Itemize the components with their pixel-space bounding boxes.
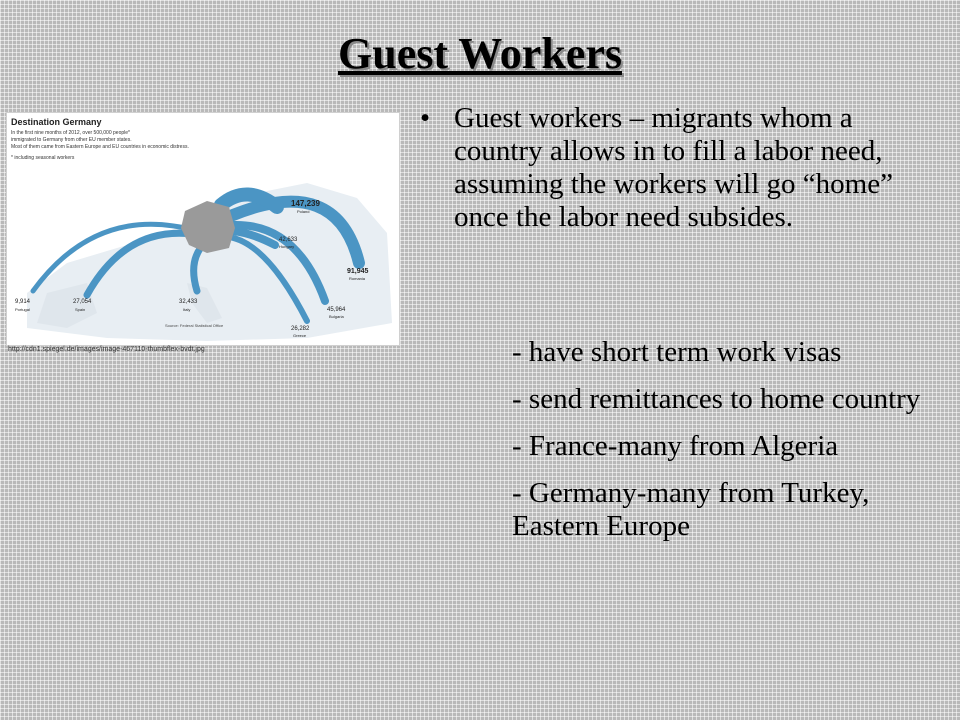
image-source-caption: http://cdn1.spiegel.de/images/image-467110-thumbflex-bvdt.jpg: [8, 346, 205, 353]
map-line: In the first nine months of 2012, over 500,000 people*: [11, 130, 130, 136]
bullet-dot-icon: •: [420, 102, 431, 134]
map-title: Destination Germany: [11, 117, 102, 127]
flow-country-spain: Spain: [75, 307, 86, 312]
sub-point: - have short term work visas: [512, 336, 842, 368]
bullet-text: Guest workers – migrants whom a country allows in to fill a labor need, assuming the workers will go “home” once the labor need subsides.: [454, 102, 893, 233]
flow-value-greece: 26,282: [291, 326, 310, 332]
flow-country-bulgaria: Bulgaria: [329, 314, 344, 319]
flow-value-poland: 147,239: [291, 199, 320, 208]
flow-country-poland: Poland: [297, 209, 310, 214]
sub-point: - Germany-many from Turkey, Eastern Europe: [512, 477, 870, 542]
flow-country-hungary: Hungary: [279, 244, 295, 249]
flow-country-greece: Greece: [293, 333, 307, 338]
map-line: Most of them came from Eastern Europe and EU countries in economic distress.: [11, 144, 189, 150]
main-bullet: [420, 102, 945, 234]
slide-title: Guest Workers: [338, 29, 622, 78]
sub-point: - send remittances to home country: [512, 383, 921, 415]
map-line: immigrated to Germany from other EU member states.: [11, 137, 132, 143]
flow-value-bulgaria: 45,964: [327, 307, 346, 313]
sub-point: - France-many from Algeria: [512, 430, 839, 462]
flow-country-italy: Italy: [183, 307, 191, 312]
flow-country-portugal: Portugal: [15, 307, 30, 312]
flow-value-italy: 32,433: [179, 299, 198, 305]
flow-value-portugal: 9,914: [15, 299, 31, 305]
flow-country-romania: Romania: [349, 276, 366, 281]
flow-value-romania: 91,945: [347, 268, 369, 275]
map-graphic: [7, 113, 399, 345]
map-source: Source: Federal Statistical Office: [165, 323, 224, 328]
flow-value-hungary: 42,633: [279, 237, 298, 243]
destination-germany-map: [6, 112, 400, 346]
flow-value-spain: 27,054: [73, 299, 92, 305]
map-footnote: * including seasonal workers: [11, 155, 75, 161]
sub-points-list: [512, 336, 952, 557]
